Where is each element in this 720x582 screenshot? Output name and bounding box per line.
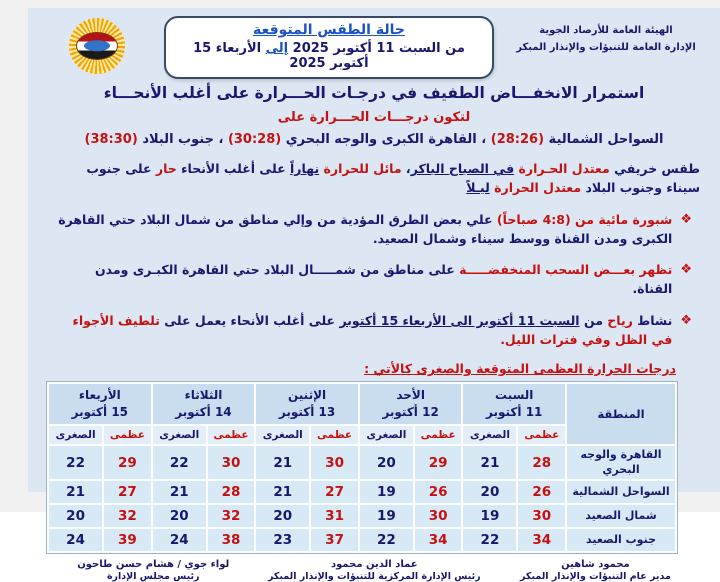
day-name: السبت — [494, 387, 534, 402]
temp-max: 26 — [415, 481, 462, 503]
temperature-table — [46, 381, 678, 554]
region-name: شمال الصعيد — [567, 505, 675, 527]
temp-max: 30 — [208, 446, 255, 479]
range-seg: ، جنوب البلاد — [137, 132, 228, 147]
bullet-seg: من — [579, 312, 603, 328]
temp-max: 37 — [311, 529, 358, 551]
day-date: 12 أكتوبر — [382, 405, 439, 420]
bullet-seg: السبت 11 أكتوبر الى الأربعاء 15 أكتوبر — [339, 312, 580, 328]
min-label: الصغرى — [463, 426, 516, 444]
temp-max: 30 — [311, 446, 358, 479]
table-row — [49, 529, 675, 551]
temperature-ranges-line — [42, 132, 706, 147]
region-name: السواحل الشمالية — [567, 481, 675, 503]
signature-director — [485, 559, 706, 582]
bullet-seg: رياح — [602, 312, 633, 328]
bullet-seg: نشاط — [632, 312, 673, 328]
intro-seg: نهاراً — [290, 161, 320, 176]
min-label: الصغرى — [153, 426, 206, 444]
bullet-seg: على مناطق من شمـــــال البلاد حتي القاهرة الكبـرى ومدن القناة. — [95, 262, 673, 296]
signature-title: رئيس الإدارة المركزية للتنبؤات والإنذار المبكر — [268, 570, 481, 582]
day-date: 13 أكتوبر — [278, 405, 336, 420]
diamond-bullet-icon: ❖ — [680, 211, 692, 227]
temp-min: 20 — [463, 481, 516, 503]
signature-head-central-admin — [264, 559, 485, 582]
intro-seg: ليـلاً — [466, 180, 490, 196]
intro-seg: على أغلب الأنحاء — [176, 161, 291, 176]
logo-container — [42, 14, 152, 74]
range-seg: ، القاهرة الكبرى والوجه البحري — [281, 132, 491, 147]
range-seg: السواحل الشمالية — [544, 132, 664, 147]
signatures — [42, 559, 706, 582]
temp-max: 30 — [518, 505, 565, 527]
day-date: 11 أكتوبر — [486, 405, 543, 420]
intro-seg: مائل للحرارة — [319, 161, 402, 176]
range-value: (30:28) — [227, 132, 282, 147]
bullet-clouds — [54, 261, 692, 299]
intro-seg: على جنوب سيناء وجنوب البلاد — [86, 161, 700, 196]
temp-max: 26 — [518, 481, 565, 503]
region-name: جنوب الصعيد — [567, 529, 675, 551]
table-row — [49, 505, 675, 527]
signature-name: محمود شاهين — [561, 558, 630, 570]
day-date: 15 أكتوبر — [71, 405, 129, 420]
table-row — [49, 446, 675, 479]
temp-max: 32 — [208, 505, 255, 527]
bulletin-title: حالة الطقس المتوقعة — [253, 22, 405, 38]
intro-seg: معتدل الحـرارة — [514, 161, 610, 176]
diamond-bullet-icon: ❖ — [680, 312, 692, 328]
logo-flag-oval — [76, 32, 118, 60]
region-name: القاهرة والوجه البحري — [567, 446, 675, 479]
intro-seg: ، — [401, 161, 411, 176]
max-label: عظمى — [518, 426, 565, 444]
temp-min: 23 — [256, 529, 309, 551]
temp-min: 22 — [463, 529, 516, 551]
signature-title: رئيس مجلس الإدارة — [106, 570, 200, 582]
temp-min: 22 — [153, 446, 206, 479]
signature-chairman — [43, 559, 264, 582]
min-label: الصغرى — [49, 426, 102, 444]
temp-min: 21 — [49, 481, 102, 503]
day-header-wednesday — [49, 384, 151, 424]
signature-title: مدير عام التنبؤات والإنذار المبكر — [520, 570, 671, 582]
temp-max: 27 — [104, 481, 151, 503]
temp-min: 20 — [256, 505, 309, 527]
range-post: الأربعاء 15 أكتوبر 2025 — [193, 41, 369, 71]
max-label: عظمى — [311, 426, 358, 444]
bulletin-page — [28, 8, 720, 582]
bullet-seg: يعمل على — [159, 312, 227, 328]
temp-max: 27 — [311, 481, 358, 503]
bullet-wind — [54, 312, 692, 350]
signature-name: عماد الدين محمود — [331, 558, 418, 570]
temp-min: 19 — [360, 505, 413, 527]
temp-max: 29 — [104, 446, 151, 479]
meteorological-authority-logo-icon — [69, 18, 125, 74]
max-label: عظمى — [208, 426, 255, 444]
max-label: عظمى — [415, 426, 462, 444]
title-box — [164, 16, 494, 79]
day-header-monday — [256, 384, 358, 424]
day-header-tuesday — [153, 384, 255, 424]
main-headline: استمرار الانخفـــاض الطفيف في درجـات الحـــرارة على أغلب الأنحـــاء — [103, 84, 645, 102]
intro-seg: في الصباح الباكر — [410, 161, 515, 176]
min-label: الصغرى — [360, 426, 413, 444]
temp-min: 21 — [256, 481, 309, 503]
org-line-1: الهيئة العامة للأرصاد الجوية — [539, 25, 673, 36]
weather-summary-paragraph — [52, 159, 700, 198]
temp-min: 24 — [49, 529, 102, 551]
day-name: الأحد — [396, 387, 425, 402]
org-line-2: الإدارة العامة للتنبؤات والإنذار المبكر — [516, 42, 696, 53]
bullet-seg: تلطيف الأجواء في الظل وفي فترات الليل. — [72, 312, 673, 347]
table-row — [49, 481, 675, 503]
bullet-seg: على أغلب الأنحاء — [226, 312, 340, 328]
diamond-bullet-icon: ❖ — [680, 262, 692, 278]
temp-max: 28 — [208, 481, 255, 503]
bullet-clouds-text — [54, 261, 672, 299]
temp-min: 21 — [153, 481, 206, 503]
max-label: عظمى — [104, 426, 151, 444]
range-to: إلى — [265, 41, 289, 56]
intro-seg: حار — [151, 161, 177, 176]
min-label: الصغرى — [256, 426, 309, 444]
intro-seg: معتدل الحرارة — [489, 180, 582, 196]
range-value: (28:26) — [490, 132, 545, 147]
temp-min: 19 — [360, 481, 413, 503]
bullet-wind-text — [54, 312, 672, 350]
bullet-fog — [54, 211, 692, 249]
temp-max: 28 — [518, 446, 565, 479]
temp-min: 22 — [360, 529, 413, 551]
temp-max: 32 — [104, 505, 151, 527]
bullet-seg: تظهر بعـــض السحب المنخفضـــــة — [454, 262, 673, 278]
temp-max: 29 — [415, 446, 462, 479]
temp-max: 39 — [104, 529, 151, 551]
day-date: 14 أكتوبر — [175, 405, 232, 420]
temp-min: 21 — [463, 446, 516, 479]
range-value: (38:30) — [84, 132, 138, 147]
signature-name: لواء جوي / هشام حسن طاحون — [77, 558, 230, 570]
day-header-sunday — [360, 384, 462, 424]
day-header-saturday — [463, 384, 565, 424]
region-column-header: المنطقة — [567, 384, 675, 444]
temp-min: 24 — [153, 529, 206, 551]
temp-max: 34 — [415, 529, 462, 551]
range-pre: من السبت 11 أكتوبر 2025 — [288, 41, 465, 56]
temp-min: 20 — [153, 505, 206, 527]
temp-max: 38 — [208, 529, 255, 551]
day-name: الثلاثاء — [184, 387, 223, 402]
temp-max: 30 — [415, 505, 462, 527]
temp-min: 21 — [256, 446, 309, 479]
temperature-table-title: درجات الحرارة العظمى المتوقعة والصغرى كالأتي : — [364, 361, 676, 377]
temp-max: 34 — [518, 529, 565, 551]
bulletin-date-range — [174, 41, 484, 71]
temp-max: 31 — [311, 505, 358, 527]
logo-cloud-icon — [84, 40, 110, 51]
intro-seg: طقس خريفي — [609, 161, 700, 176]
header — [42, 14, 706, 76]
temp-min: 20 — [360, 446, 413, 479]
day-name: الأربعاء — [78, 387, 121, 402]
bullet-seg: علي بعض الطرق المؤدية من وإلي مناطق من شمال البلاد حتي القاهرة الكبرى ومدن القناة ووسط سيناء وشمال الصعيد. — [58, 211, 673, 246]
temp-min: 22 — [49, 446, 102, 479]
bullet-fog-text — [54, 211, 672, 249]
day-name: الإثنين — [287, 387, 327, 402]
bullet-seg: شبورة مائية من (4:8 صباحاً) — [492, 211, 673, 227]
organization-name — [506, 14, 706, 56]
temp-min: 19 — [463, 505, 516, 527]
temp-min: 20 — [49, 505, 102, 527]
sub-headline: لتكون درجـــات الحـــرارة على — [277, 110, 471, 125]
